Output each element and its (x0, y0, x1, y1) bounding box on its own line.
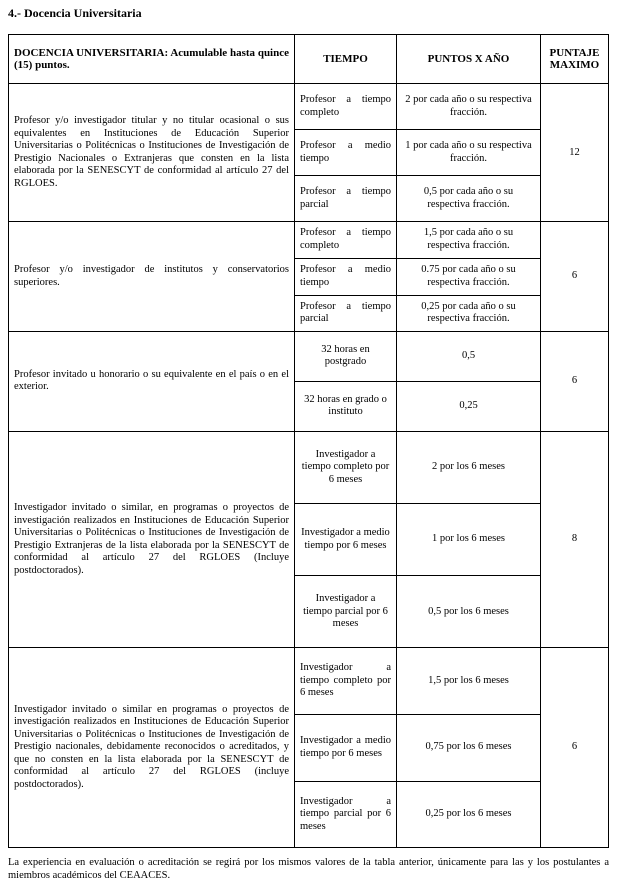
puntos-cell: 2 por cada año o su respectiva fracción. (397, 84, 541, 130)
puntos-cell: 1 por los 6 meses (397, 504, 541, 576)
tiempo-cell: Profesor a tiempo completo (295, 84, 397, 130)
header-puntos: PUNTOS X AÑO (397, 35, 541, 84)
group-description: Profesor y/o investigador titular y no titular ocasional o sus equivalentes en Instituciones de Educación Superior Universitarias o Politécnicas o Instituciones de Investigación de Prestigio Nacionales o Extranjeras que consten en la lista elaborada por la SENESCYT de conformidad al artículo 27 del RGLOES. (9, 84, 295, 222)
table-row (9, 84, 609, 130)
puntaje-maximo-cell: 6 (541, 648, 609, 848)
tiempo-cell: Investigador a tiempo parcial por 6 meses (295, 781, 397, 847)
puntos-cell: 1,5 por los 6 meses (397, 648, 541, 714)
tiempo-cell: Investigador a medio tiempo por 6 meses (295, 504, 397, 576)
puntos-cell: 0,25 por los 6 meses (397, 781, 541, 847)
tiempo-cell: 32 horas en postgrado (295, 331, 397, 381)
tiempo-cell: Investigador a medio tiempo por 6 meses (295, 714, 397, 781)
puntaje-maximo-cell: 6 (541, 222, 609, 331)
header-docencia: DOCENCIA UNIVERSITARIA: Acumulable hasta quince (15) puntos. (9, 35, 295, 84)
table-row (9, 648, 609, 714)
puntos-cell: 0,25 por cada año o su respectiva fracción. (397, 295, 541, 331)
table-row (9, 331, 609, 381)
group-description: Investigador invitado o similar, en programas o proyectos de investigación realizados en Instituciones de Educación Superior Universitarias o Politécnicas o Instituciones de Investigación de Prestigio Extranjeras de la lista elaborada por la SENESCYT de conformidad al artículo 27 del RGLOES (Incluye postdoctorados). (9, 431, 295, 648)
header-tiempo: TIEMPO (295, 35, 397, 84)
puntaje-maximo-cell: 12 (541, 84, 609, 222)
tiempo-cell: Investigador a tiempo completo por 6 meses (295, 648, 397, 714)
puntos-cell: 0,5 (397, 331, 541, 381)
puntos-cell: 0,5 por los 6 meses (397, 576, 541, 648)
group-description: Profesor invitado u honorario o su equivalente en el país o en el exterior. (9, 331, 295, 431)
tiempo-cell: 32 horas en grado o instituto (295, 381, 397, 431)
puntos-cell: 0,5 por cada año o su respectiva fracción. (397, 176, 541, 222)
tiempo-cell: Investigador a tiempo parcial por 6 meses (295, 576, 397, 648)
tiempo-cell: Profesor a tiempo completo (295, 222, 397, 258)
group-description: Profesor y/o investigador de institutos y conservatorios superiores. (9, 222, 295, 331)
table-row (9, 431, 609, 503)
puntos-cell: 0,25 (397, 381, 541, 431)
header-row (9, 35, 609, 84)
puntos-cell: 2 por los 6 meses (397, 431, 541, 503)
group-description: Investigador invitado o similar en programas o proyectos de investigación realizados en Instituciones de Educación Superior Universitarias o Politécnicas o Instituciones de Investigación de Prestigio nacionales, debidamente reconocidos o acreditados, y que no consten en la lista elaborada por la SENESCYT de conformidad al artículo 27 del RGLOES (incluye postdoctorados). (9, 648, 295, 848)
puntos-cell: 0,75 por los 6 meses (397, 714, 541, 781)
docencia-table (8, 34, 609, 848)
puntos-cell: 0.75 por cada año o su respectiva fracción. (397, 258, 541, 295)
tiempo-cell: Profesor a medio tiempo (295, 130, 397, 176)
footer-note: La experiencia en evaluación o acreditación se regirá por los mismos valores de la tabla anterior, únicamente para las y los postulantes a miembros académicos del CEAACES. (8, 857, 609, 881)
puntos-cell: 1,5 por cada año o su respectiva fracción. (397, 222, 541, 258)
tiempo-cell: Profesor a tiempo parcial (295, 295, 397, 331)
header-puntaje-maximo: PUNTAJE MAXIMO (541, 35, 609, 84)
section-title: 4.- Docencia Universitaria (8, 6, 142, 20)
puntos-cell: 1 por cada año o su respectiva fracción. (397, 130, 541, 176)
puntaje-maximo-cell: 8 (541, 431, 609, 648)
tiempo-cell: Investigador a tiempo completo por 6 meses (295, 431, 397, 503)
tiempo-cell: Profesor a medio tiempo (295, 258, 397, 295)
tiempo-cell: Profesor a tiempo parcial (295, 176, 397, 222)
puntaje-maximo-cell: 6 (541, 331, 609, 431)
table-row (9, 222, 609, 258)
